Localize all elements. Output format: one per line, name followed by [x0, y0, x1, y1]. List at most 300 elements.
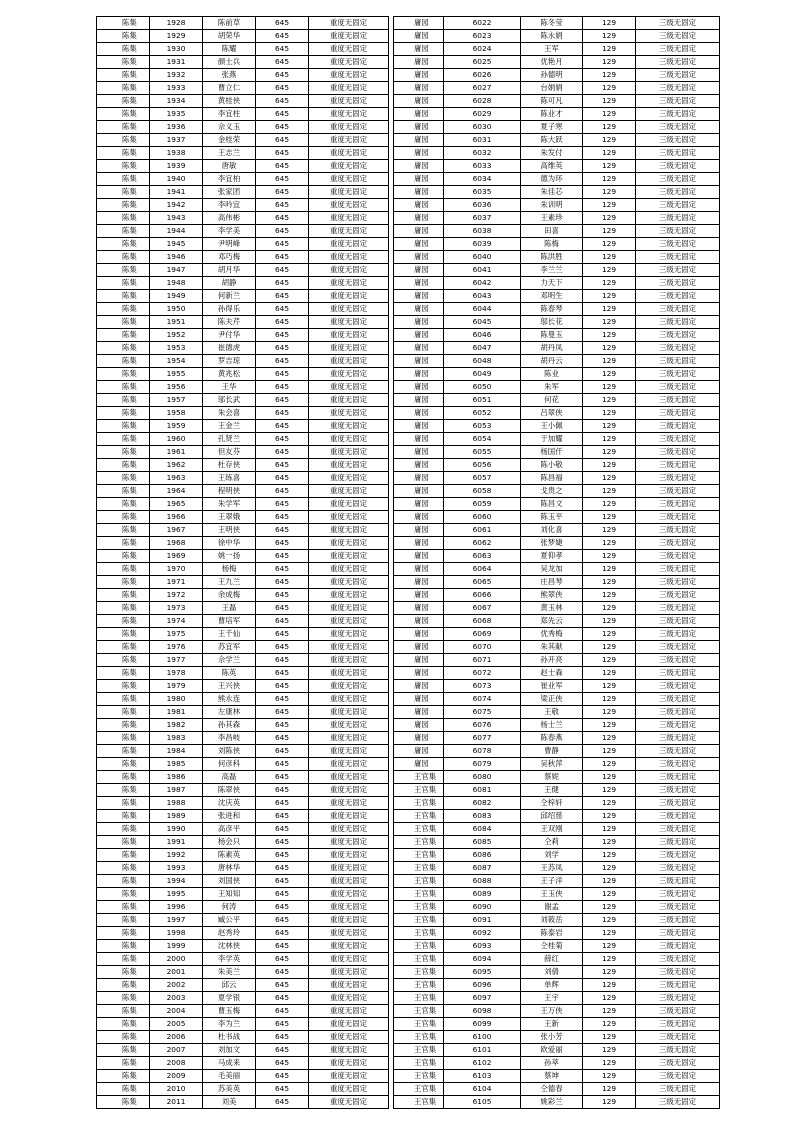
table-row — [97, 433, 389, 446]
name-cell: 李宜柏 — [203, 173, 256, 186]
table-row — [97, 485, 389, 498]
name-cell: 陈昌福 — [521, 472, 583, 485]
table-row — [394, 225, 720, 238]
location-cell: 陈集 — [97, 1031, 150, 1044]
category-cell: 三级无固定 — [636, 758, 720, 771]
name-cell: 李昌岐 — [203, 732, 256, 745]
table-row — [394, 966, 720, 979]
name-cell: 王明侠 — [203, 524, 256, 537]
location-cell: 陈集 — [97, 342, 150, 355]
name-cell: 黄桂侠 — [203, 95, 256, 108]
id-cell: 1967 — [150, 524, 203, 537]
table-row — [97, 69, 389, 82]
category-cell: 三级无固定 — [636, 303, 720, 316]
category-cell: 三级无固定 — [636, 524, 720, 537]
category-cell: 三级无固定 — [636, 1096, 720, 1109]
count-cell: 129 — [583, 251, 636, 264]
table-row — [97, 719, 389, 732]
category-cell: 重度无固定 — [309, 355, 389, 368]
id-cell: 1996 — [150, 901, 203, 914]
table-row — [97, 836, 389, 849]
count-cell: 645 — [256, 537, 309, 550]
count-cell: 129 — [583, 329, 636, 342]
table-row — [394, 706, 720, 719]
id-cell: 6079 — [444, 758, 521, 771]
category-cell: 重度无固定 — [309, 238, 389, 251]
id-cell: 6063 — [444, 550, 521, 563]
location-cell: 庸园 — [394, 485, 444, 498]
table-row — [97, 303, 389, 316]
location-cell: 庸园 — [394, 420, 444, 433]
location-cell: 陈集 — [97, 602, 150, 615]
id-cell: 6044 — [444, 303, 521, 316]
table-row — [97, 30, 389, 43]
category-cell: 三级无固定 — [636, 173, 720, 186]
location-cell: 庸园 — [394, 615, 444, 628]
name-cell: 王子洋 — [521, 875, 583, 888]
id-cell: 6031 — [444, 134, 521, 147]
category-cell: 三级无固定 — [636, 82, 720, 95]
name-cell: 邬长武 — [203, 394, 256, 407]
category-cell: 重度无固定 — [309, 316, 389, 329]
table-row — [394, 1031, 720, 1044]
category-cell: 重度无固定 — [309, 836, 389, 849]
table-row — [394, 407, 720, 420]
location-cell: 王官集 — [394, 1044, 444, 1057]
count-cell: 645 — [256, 602, 309, 615]
location-cell: 陈集 — [97, 1044, 150, 1057]
category-cell: 三级无固定 — [636, 251, 720, 264]
id-cell: 6027 — [444, 82, 521, 95]
id-cell: 6068 — [444, 615, 521, 628]
location-cell: 庸园 — [394, 160, 444, 173]
count-cell: 645 — [256, 433, 309, 446]
category-cell: 三级无固定 — [636, 43, 720, 56]
location-cell: 陈集 — [97, 303, 150, 316]
count-cell: 645 — [256, 43, 309, 56]
count-cell: 645 — [256, 368, 309, 381]
category-cell: 重度无固定 — [309, 875, 389, 888]
location-cell: 陈集 — [97, 355, 150, 368]
id-cell: 2009 — [150, 1070, 203, 1083]
count-cell: 645 — [256, 121, 309, 134]
name-cell: 王磊 — [203, 602, 256, 615]
name-cell: 尹明峰 — [203, 238, 256, 251]
count-cell: 645 — [256, 160, 309, 173]
name-cell: 陈英 — [203, 667, 256, 680]
location-cell: 陈集 — [97, 121, 150, 134]
table-row — [97, 381, 389, 394]
location-cell: 庸园 — [394, 251, 444, 264]
category-cell: 三级无固定 — [636, 745, 720, 758]
table-row — [394, 979, 720, 992]
category-cell: 重度无固定 — [309, 472, 389, 485]
location-cell: 王官集 — [394, 992, 444, 1005]
count-cell: 129 — [583, 290, 636, 303]
count-cell: 129 — [583, 979, 636, 992]
count-cell: 129 — [583, 277, 636, 290]
id-cell: 6045 — [444, 316, 521, 329]
name-cell: 高伟彬 — [203, 212, 256, 225]
location-cell: 王官集 — [394, 1018, 444, 1031]
name-cell: 谢孟 — [521, 901, 583, 914]
category-cell: 重度无固定 — [309, 797, 389, 810]
category-cell: 三级无固定 — [636, 433, 720, 446]
id-cell: 6035 — [444, 186, 521, 199]
name-cell: 杨梅 — [203, 563, 256, 576]
table-row — [97, 121, 389, 134]
id-cell: 6034 — [444, 173, 521, 186]
category-cell: 重度无固定 — [309, 433, 389, 446]
table-row — [394, 316, 720, 329]
name-cell: 毛美丽 — [203, 1070, 256, 1083]
category-cell: 三级无固定 — [636, 56, 720, 69]
count-cell: 129 — [583, 797, 636, 810]
table-row — [394, 758, 720, 771]
category-cell: 三级无固定 — [636, 225, 720, 238]
location-cell: 庸园 — [394, 147, 444, 160]
location-cell: 庸园 — [394, 82, 444, 95]
name-cell: 张燕 — [203, 69, 256, 82]
category-cell: 三级无固定 — [636, 927, 720, 940]
name-cell: 沈庆英 — [203, 797, 256, 810]
table-row — [97, 108, 389, 121]
count-cell: 129 — [583, 1031, 636, 1044]
category-cell: 重度无固定 — [309, 524, 389, 537]
location-cell: 庸园 — [394, 394, 444, 407]
name-cell: 陈洪胜 — [521, 251, 583, 264]
location-cell: 庸园 — [394, 472, 444, 485]
category-cell: 三级无固定 — [636, 862, 720, 875]
name-cell: 陈前草 — [203, 17, 256, 30]
location-cell: 陈集 — [97, 654, 150, 667]
location-cell: 庸园 — [394, 264, 444, 277]
count-cell: 645 — [256, 1018, 309, 1031]
category-cell: 重度无固定 — [309, 368, 389, 381]
location-cell: 庸园 — [394, 511, 444, 524]
count-cell: 645 — [256, 82, 309, 95]
location-cell: 陈集 — [97, 238, 150, 251]
count-cell: 129 — [583, 342, 636, 355]
name-cell: 王敬 — [521, 706, 583, 719]
table-row — [394, 784, 720, 797]
category-cell: 重度无固定 — [309, 199, 389, 212]
category-cell: 三级无固定 — [636, 316, 720, 329]
location-cell: 陈集 — [97, 888, 150, 901]
count-cell: 129 — [583, 485, 636, 498]
category-cell: 三级无固定 — [636, 511, 720, 524]
table-row — [394, 199, 720, 212]
name-cell: 郑先云 — [521, 615, 583, 628]
id-cell: 1988 — [150, 797, 203, 810]
category-cell: 三级无固定 — [636, 420, 720, 433]
count-cell: 645 — [256, 641, 309, 654]
table-row — [394, 745, 720, 758]
category-cell: 三级无固定 — [636, 498, 720, 511]
id-cell: 1938 — [150, 147, 203, 160]
table-row — [394, 1018, 720, 1031]
category-cell: 重度无固定 — [309, 927, 389, 940]
category-cell: 三级无固定 — [636, 1057, 720, 1070]
table-row — [97, 927, 389, 940]
category-cell: 三级无固定 — [636, 199, 720, 212]
count-cell: 129 — [583, 17, 636, 30]
id-cell: 1952 — [150, 329, 203, 342]
location-cell: 陈集 — [97, 160, 150, 173]
location-cell: 庸园 — [394, 199, 444, 212]
count-cell: 645 — [256, 784, 309, 797]
id-cell: 1961 — [150, 446, 203, 459]
count-cell: 129 — [583, 602, 636, 615]
id-cell: 1940 — [150, 173, 203, 186]
count-cell: 645 — [256, 888, 309, 901]
name-cell: 马成来 — [203, 1057, 256, 1070]
category-cell: 重度无固定 — [309, 823, 389, 836]
name-cell: 杜书战 — [203, 1031, 256, 1044]
category-cell: 重度无固定 — [309, 147, 389, 160]
count-cell: 129 — [583, 1057, 636, 1070]
id-cell: 2006 — [150, 1031, 203, 1044]
category-cell: 三级无固定 — [636, 901, 720, 914]
location-cell: 庸园 — [394, 407, 444, 420]
table-row — [394, 303, 720, 316]
count-cell: 645 — [256, 277, 309, 290]
id-cell: 1986 — [150, 771, 203, 784]
category-cell: 三级无固定 — [636, 940, 720, 953]
id-cell: 1928 — [150, 17, 203, 30]
table-row — [394, 433, 720, 446]
location-cell: 王官集 — [394, 797, 444, 810]
location-cell: 陈集 — [97, 420, 150, 433]
location-cell: 王官集 — [394, 1005, 444, 1018]
id-cell: 6085 — [444, 836, 521, 849]
table-row — [97, 511, 389, 524]
location-cell: 王官集 — [394, 823, 444, 836]
name-cell: 唐敏 — [203, 160, 256, 173]
id-cell: 1960 — [150, 433, 203, 446]
table-row — [394, 121, 720, 134]
category-cell: 重度无固定 — [309, 1018, 389, 1031]
table-row — [394, 823, 720, 836]
category-cell: 重度无固定 — [309, 888, 389, 901]
category-cell: 三级无固定 — [636, 459, 720, 472]
table-row — [97, 823, 389, 836]
count-cell: 645 — [256, 199, 309, 212]
id-cell: 6042 — [444, 277, 521, 290]
location-cell: 陈集 — [97, 784, 150, 797]
category-cell: 三级无固定 — [636, 693, 720, 706]
category-cell: 重度无固定 — [309, 576, 389, 589]
table-row — [394, 836, 720, 849]
location-cell: 庸园 — [394, 498, 444, 511]
name-cell: 崔德虎 — [203, 342, 256, 355]
location-cell: 王官集 — [394, 888, 444, 901]
name-cell: 左康林 — [203, 706, 256, 719]
category-cell: 重度无固定 — [309, 966, 389, 979]
count-cell: 129 — [583, 212, 636, 225]
id-cell: 6032 — [444, 147, 521, 160]
name-cell: 朱学军 — [203, 498, 256, 511]
count-cell: 645 — [256, 95, 309, 108]
location-cell: 陈集 — [97, 758, 150, 771]
category-cell: 重度无固定 — [309, 1083, 389, 1096]
id-cell: 6060 — [444, 511, 521, 524]
category-cell: 重度无固定 — [309, 901, 389, 914]
table-row — [394, 108, 720, 121]
location-cell: 庸园 — [394, 680, 444, 693]
category-cell: 重度无固定 — [309, 654, 389, 667]
count-cell: 129 — [583, 381, 636, 394]
name-cell: 陈业才 — [521, 108, 583, 121]
location-cell: 庸园 — [394, 134, 444, 147]
name-cell: 吕翠侠 — [521, 407, 583, 420]
location-cell: 陈集 — [97, 875, 150, 888]
table-row — [97, 459, 389, 472]
location-cell: 陈集 — [97, 628, 150, 641]
name-cell: 力天下 — [521, 277, 583, 290]
id-cell: 1939 — [150, 160, 203, 173]
location-cell: 陈集 — [97, 277, 150, 290]
table-row — [97, 940, 389, 953]
id-cell: 6095 — [444, 966, 521, 979]
id-cell: 6096 — [444, 979, 521, 992]
count-cell: 129 — [583, 1018, 636, 1031]
category-cell: 重度无固定 — [309, 446, 389, 459]
name-cell: 张进和 — [203, 810, 256, 823]
table-row — [394, 550, 720, 563]
location-cell: 庸园 — [394, 602, 444, 615]
category-cell: 重度无固定 — [309, 173, 389, 186]
location-cell: 陈集 — [97, 550, 150, 563]
table-row — [394, 615, 720, 628]
count-cell: 645 — [256, 979, 309, 992]
category-cell: 三级无固定 — [636, 888, 720, 901]
id-cell: 1974 — [150, 615, 203, 628]
count-cell: 129 — [583, 589, 636, 602]
location-cell: 陈集 — [97, 459, 150, 472]
location-cell: 陈集 — [97, 472, 150, 485]
location-cell: 庸园 — [394, 316, 444, 329]
name-cell: 薛红 — [521, 953, 583, 966]
location-cell: 庸园 — [394, 706, 444, 719]
table-row — [394, 901, 720, 914]
table-row — [97, 173, 389, 186]
location-cell: 王官集 — [394, 1057, 444, 1070]
location-cell: 陈集 — [97, 485, 150, 498]
table-row — [97, 290, 389, 303]
category-cell: 三级无固定 — [636, 30, 720, 43]
name-cell: 陈夫芹 — [203, 316, 256, 329]
name-cell: 朱佳芯 — [521, 186, 583, 199]
count-cell: 129 — [583, 498, 636, 511]
id-cell: 1936 — [150, 121, 203, 134]
name-cell: 夏学银 — [203, 992, 256, 1005]
id-cell: 1966 — [150, 511, 203, 524]
name-cell: 刘倩 — [521, 966, 583, 979]
location-cell: 陈集 — [97, 862, 150, 875]
id-cell: 6073 — [444, 680, 521, 693]
table-row — [97, 225, 389, 238]
id-cell: 6023 — [444, 30, 521, 43]
location-cell: 庸园 — [394, 459, 444, 472]
location-cell: 庸园 — [394, 381, 444, 394]
category-cell: 三级无固定 — [636, 368, 720, 381]
table-row — [97, 550, 389, 563]
table-row — [394, 446, 720, 459]
id-cell: 6087 — [444, 862, 521, 875]
id-cell: 1945 — [150, 238, 203, 251]
id-cell: 6071 — [444, 654, 521, 667]
count-cell: 129 — [583, 953, 636, 966]
category-cell: 三级无固定 — [636, 615, 720, 628]
table-row — [97, 277, 389, 290]
id-cell: 6088 — [444, 875, 521, 888]
location-cell: 陈集 — [97, 810, 150, 823]
id-cell: 1958 — [150, 407, 203, 420]
count-cell: 645 — [256, 901, 309, 914]
id-cell: 6051 — [444, 394, 521, 407]
id-cell: 6101 — [444, 1044, 521, 1057]
name-cell: 曹立仁 — [203, 82, 256, 95]
category-cell: 重度无固定 — [309, 992, 389, 1005]
category-cell: 重度无固定 — [309, 303, 389, 316]
table-row — [394, 693, 720, 706]
count-cell: 129 — [583, 641, 636, 654]
location-cell: 陈集 — [97, 264, 150, 277]
count-cell: 129 — [583, 875, 636, 888]
id-cell: 6026 — [444, 69, 521, 82]
id-cell: 6037 — [444, 212, 521, 225]
category-cell: 三级无固定 — [636, 407, 720, 420]
location-cell: 陈集 — [97, 251, 150, 264]
category-cell: 重度无固定 — [309, 30, 389, 43]
table-row — [394, 810, 720, 823]
id-cell: 6028 — [444, 95, 521, 108]
id-cell: 6074 — [444, 693, 521, 706]
count-cell: 645 — [256, 30, 309, 43]
table-row — [97, 797, 389, 810]
id-cell: 1998 — [150, 927, 203, 940]
location-cell: 庸园 — [394, 732, 444, 745]
location-cell: 陈集 — [97, 615, 150, 628]
table-row — [394, 212, 720, 225]
count-cell: 645 — [256, 355, 309, 368]
id-cell: 6033 — [444, 160, 521, 173]
location-cell: 陈集 — [97, 316, 150, 329]
name-cell: 胡荣华 — [203, 30, 256, 43]
name-cell: 胡月华 — [203, 264, 256, 277]
id-cell: 1937 — [150, 134, 203, 147]
location-cell: 王官集 — [394, 914, 444, 927]
table-row — [394, 589, 720, 602]
location-cell: 庸园 — [394, 589, 444, 602]
count-cell: 645 — [256, 342, 309, 355]
location-cell: 陈集 — [97, 394, 150, 407]
table-row — [97, 472, 389, 485]
category-cell: 重度无固定 — [309, 589, 389, 602]
id-cell: 6054 — [444, 433, 521, 446]
table-row — [97, 810, 389, 823]
id-cell: 1991 — [150, 836, 203, 849]
location-cell: 陈集 — [97, 212, 150, 225]
name-cell: 邓巧梅 — [203, 251, 256, 264]
location-cell: 王官集 — [394, 1070, 444, 1083]
id-cell: 1976 — [150, 641, 203, 654]
name-cell: 陈耀 — [203, 43, 256, 56]
table-row — [97, 966, 389, 979]
category-cell: 重度无固定 — [309, 342, 389, 355]
count-cell: 129 — [583, 927, 636, 940]
